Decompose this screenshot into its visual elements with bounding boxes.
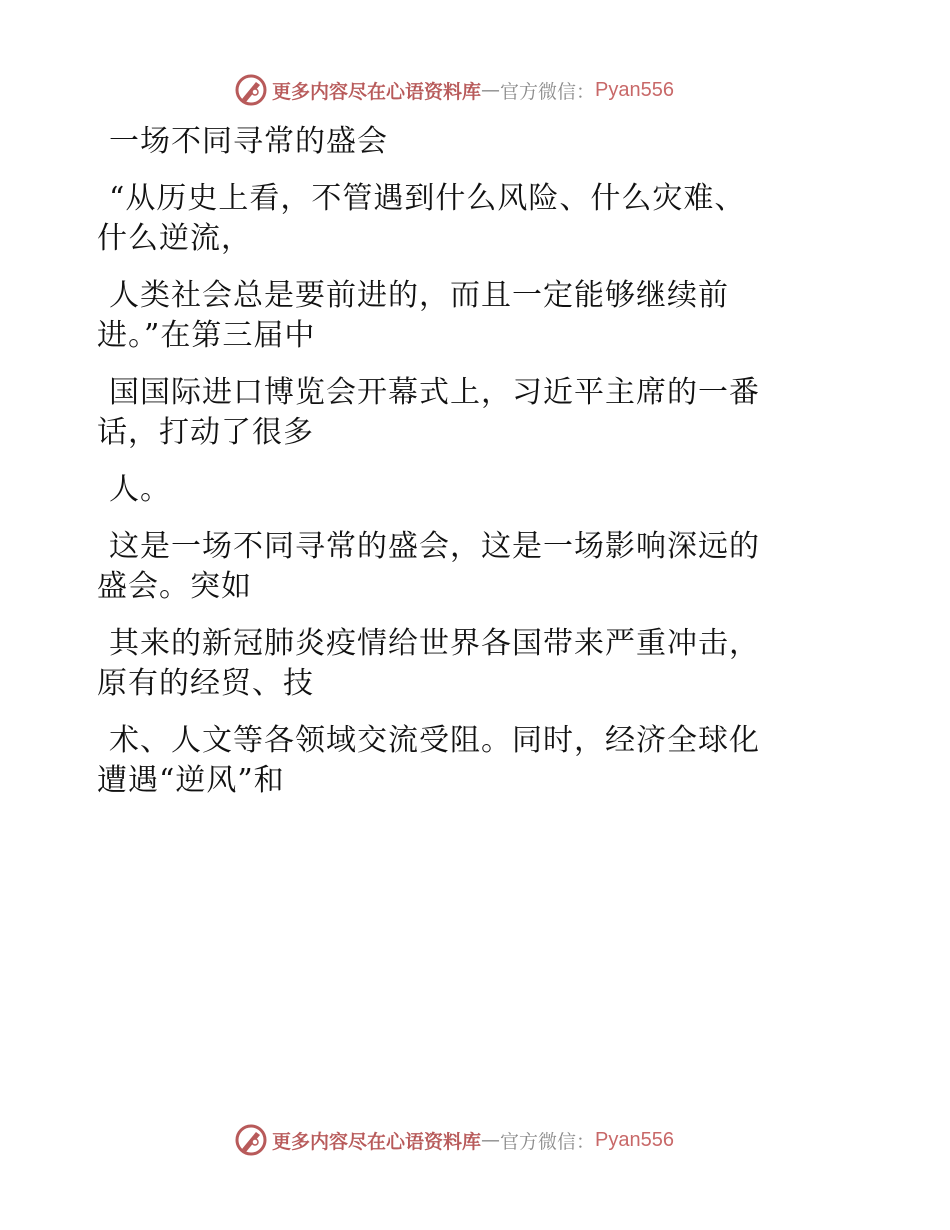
- text-line: 什么逆流，: [97, 221, 252, 256]
- watermark-separator: —: [481, 1129, 501, 1151]
- pen-seal-icon: [234, 1123, 268, 1157]
- text-line: 其来的新冠肺炎疫情给世界各国带来严重冲击，: [109, 626, 760, 661]
- watermark-separator: —: [481, 79, 501, 101]
- watermark-wechat-id: Pyan556: [595, 1128, 674, 1151]
- text-line: 这是一场不同寻常的盛会，这是一场影响深远的: [109, 529, 760, 564]
- footer-watermark: [234, 1122, 674, 1158]
- watermark-text: 更多内容尽在心语资料库: [272, 1130, 482, 1153]
- text-line: 盛会。突如: [97, 569, 252, 604]
- text-line: 进。”在第三届中: [97, 318, 316, 353]
- text-line: 遭遇“逆风”和: [97, 763, 285, 798]
- text-line: 话，打动了很多: [97, 415, 314, 450]
- watermark-text: 更多内容尽在心语资料库: [272, 80, 482, 103]
- header-watermark: [234, 72, 674, 108]
- pen-seal-icon: [234, 73, 268, 107]
- text-line: “从历史上看，不管遇到什么风险、什么灾难、: [109, 181, 746, 216]
- text-line: 人类社会总是要前进的，而且一定能够继续前: [109, 278, 729, 313]
- text-line: 人。: [109, 472, 171, 507]
- text-line: 原有的经贸、技: [97, 666, 314, 701]
- watermark-wechat-id: Pyan556: [595, 78, 674, 101]
- text-line: 国国际进口博览会开幕式上，习近平主席的一番: [109, 375, 760, 410]
- watermark-wechat-label: 官方微信：: [500, 1130, 596, 1153]
- watermark-wechat-label: 官方微信：: [500, 80, 596, 103]
- text-line: 术、人文等各领域交流受阻。同时，经济全球化: [109, 723, 760, 758]
- document-title: 一场不同寻常的盛会: [109, 124, 388, 159]
- document-body: [97, 122, 837, 801]
